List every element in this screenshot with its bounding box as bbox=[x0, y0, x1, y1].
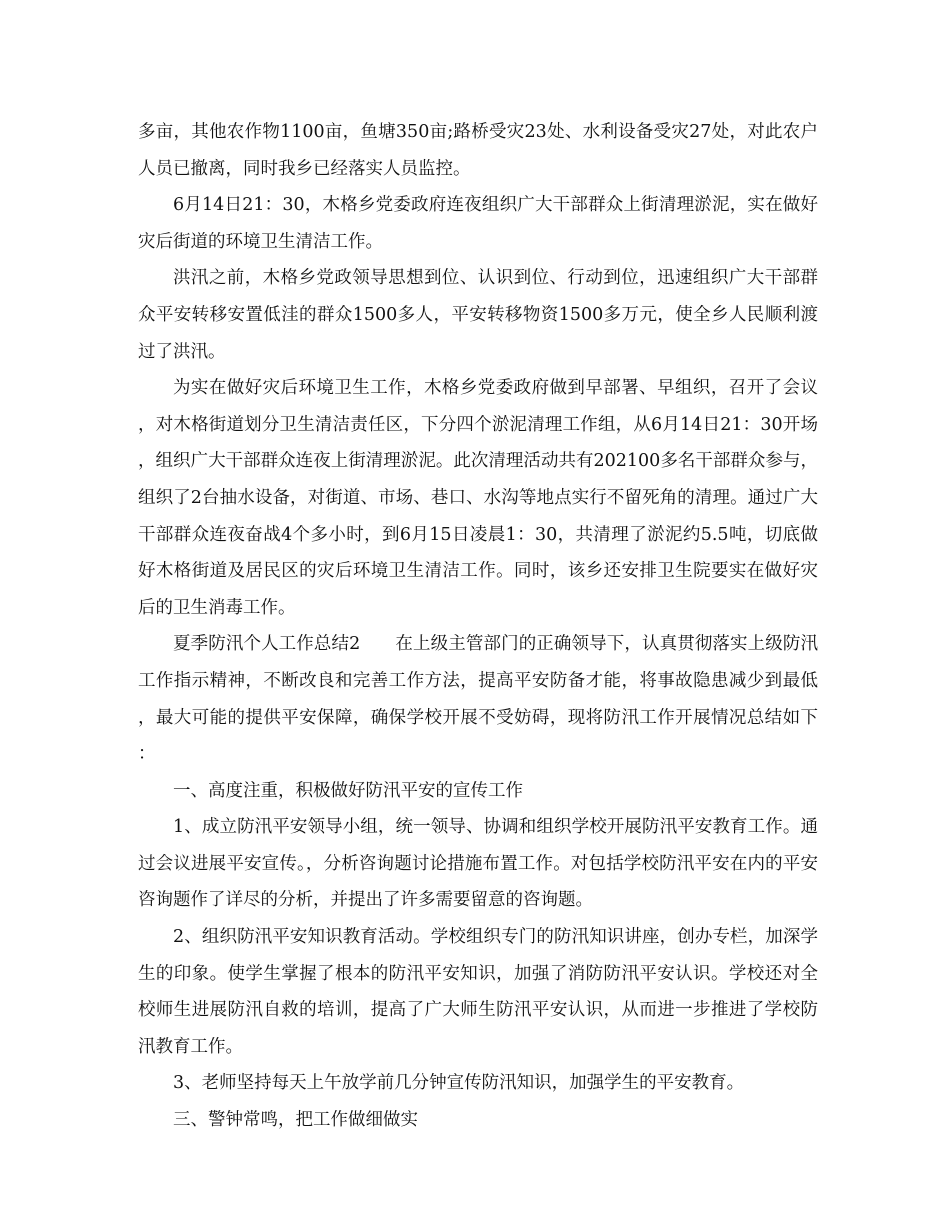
document-body bbox=[138, 114, 818, 1139]
paragraph-summary-intro bbox=[138, 626, 818, 772]
paragraph-cleanup-start: 6月14日21：30，木格乡党委政府连夜组织广大干部群众上街清理淤泥，实在做好灾后街道的环境卫生清洁工作。 bbox=[138, 195, 818, 252]
section-title-alarm: 三、警钟常鸣，把工作做细做实 bbox=[173, 1110, 418, 1131]
paragraph-item-2: 2、组织防汛平安知识教育活动。学校组织专门的防汛知识讲座，创办专栏，加深学生的印象。使学生掌握了根本的防汛平安知识，加强了消防防汛平安认识。学校还对全校师生进展防汛自救的培训，提高了广大师生防汛平安认识，从而进一步推进了学校防汛教育工作。 bbox=[138, 927, 818, 1057]
paragraph-item-1: 1、成立防汛平安领导小组，统一领导、协调和组织学校开展防汛平安教育工作。通过会议进展平安宣传。，分析咨询题讨论措施布置工作。对包括学校防汛平安在内的平安咨询题作了详尽的分析，并提出了许多需要留意的咨询题。 bbox=[138, 817, 818, 911]
paragraph-evacuation: 洪汛之前，木格乡党政领导思想到位、认识到位、行动到位，迅速组织广大干部群众平安转移安置低洼的群众1500多人，平安转移物资1500多万元，使全乡人民顺利渡过了洪汛。 bbox=[138, 268, 818, 362]
paragraph-item-3: 3、老师坚持每天上午放学前几分钟宣传防汛知识，加强学生的平安教育。 bbox=[173, 1073, 745, 1094]
paragraph-cleanup-details: 为实在做好灾后环境卫生工作，木格乡党委政府做到早部署、早组织，召开了会议，对木格街道划分卫生清洁责任区，下分四个淤泥清理工作组，从6月14日21：30开场，组织广大干部群众连夜上街清理淤泥。此次清理活动共有202100多名干部群众参与，组织了2台抽水设备，对街道、市场、巷口、水沟等地点实行不留死角的清理。通过广大干部群众连夜奋战4个多小时，到6月15日凌晨1：30，共清理了淤泥约5.5吨，切底做好木格街道及居民区的灾后环境卫生清洁工作。同时，该乡还安排卫生院要实在做好灾后的卫生消毒工作。 bbox=[138, 378, 818, 618]
section-title-publicity: 一、高度注重，积极做好防汛平安的宣传工作 bbox=[173, 780, 523, 801]
paragraph-flood-damage: 多亩，其他农作物1100亩，鱼塘350亩;路桥受灾23处、水利设备受灾27处，对此农户人员已撤离，同时我乡已经落实人员监控。 bbox=[138, 122, 818, 179]
section-heading: 夏季防汛个人工作总结2 bbox=[173, 634, 361, 655]
summary-intro-text: 在上级主管部门的正确领导下，认真贯彻落实上级防汛工作指示精神，不断改良和完善工作方法，提高平安防备才能，将事故隐患减少到最低，最大可能的提供平安保障，确保学校开展不受妨碍，现将防汛工作开展情况总结如下： bbox=[138, 634, 819, 765]
